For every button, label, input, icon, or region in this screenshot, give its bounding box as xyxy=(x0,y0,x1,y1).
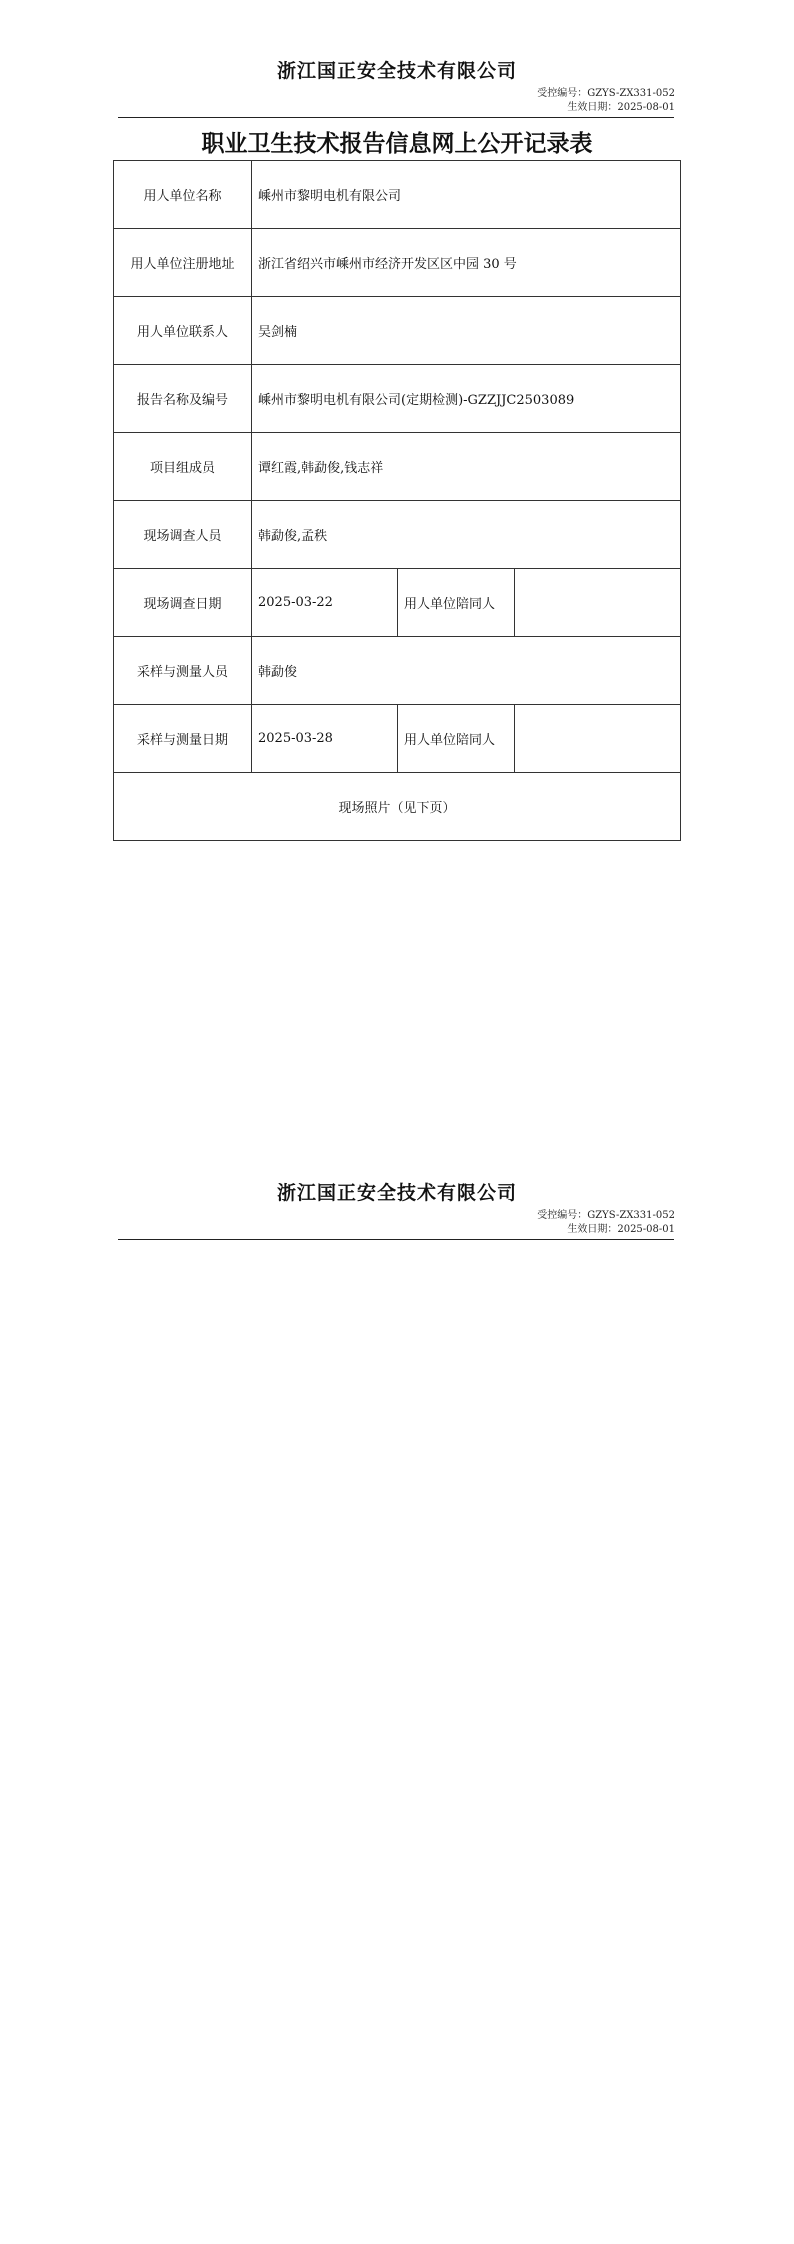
table-row xyxy=(114,161,681,229)
row-label-survey-staff: 现场调查人员 xyxy=(114,501,252,569)
row-value-unit-name: 嵊州市黎明电机有限公司 xyxy=(252,161,681,229)
company-name: 浙江国正安全技术有限公司 xyxy=(276,60,517,82)
table-row xyxy=(114,433,681,501)
header-rule-page-2 xyxy=(118,1239,674,1240)
record-table xyxy=(113,160,681,841)
row-label-sampling-date: 采样与测量日期 xyxy=(114,705,252,773)
row-value-survey-date: 2025-03-22 xyxy=(252,569,398,637)
row-label-survey-companion: 用人单位陪同人 xyxy=(398,569,515,637)
document-title: 职业卫生技术报告信息网上公开记录表 xyxy=(201,131,593,157)
row-value-sampling-companion xyxy=(515,705,681,773)
row-label-sampling-staff: 采样与测量人员 xyxy=(114,637,252,705)
row-value-team-members: 谭红霞,韩勐俊,钱志祥 xyxy=(252,433,681,501)
row-value-sampling-staff: 韩勐俊 xyxy=(252,637,681,705)
company-name-page-2: 浙江国正安全技术有限公司 xyxy=(276,1182,517,1204)
control-number: 受控编号：GZYS-ZX331-052 xyxy=(537,88,675,99)
table-row xyxy=(114,501,681,569)
row-label-registered-address: 用人单位注册地址 xyxy=(114,229,252,297)
effective-date-page-2: 生效日期：2025-08-01 xyxy=(567,1224,675,1235)
row-label-contact: 用人单位联系人 xyxy=(114,297,252,365)
row-label-survey-date: 现场调查日期 xyxy=(114,569,252,637)
row-value-report-name: 嵊州市黎明电机有限公司(定期检测)-GZZJJC2503089 xyxy=(252,365,681,433)
table-row xyxy=(114,297,681,365)
effective-date: 生效日期：2025-08-01 xyxy=(567,102,675,113)
row-value-contact: 吴剑楠 xyxy=(252,297,681,365)
row-value-registered-address: 浙江省绍兴市嵊州市经济开发区区中园 30 号 xyxy=(252,229,681,297)
row-label-unit-name: 用人单位名称 xyxy=(114,161,252,229)
row-label-team-members: 项目组成员 xyxy=(114,433,252,501)
table-row xyxy=(114,365,681,433)
row-value-survey-staff: 韩勐俊,孟秩 xyxy=(252,501,681,569)
table-row xyxy=(114,229,681,297)
control-number-page-2: 受控编号：GZYS-ZX331-052 xyxy=(537,1210,675,1221)
row-value-survey-companion xyxy=(515,569,681,637)
photo-note: 现场照片（见下页） xyxy=(114,773,681,841)
row-label-sampling-companion: 用人单位陪同人 xyxy=(398,705,515,773)
table-row xyxy=(114,705,681,773)
row-label-report-name: 报告名称及编号 xyxy=(114,365,252,433)
table-row xyxy=(114,569,681,637)
table-row xyxy=(114,773,681,841)
header-rule xyxy=(118,117,674,118)
row-value-sampling-date: 2025-03-28 xyxy=(252,705,398,773)
table-row xyxy=(114,637,681,705)
